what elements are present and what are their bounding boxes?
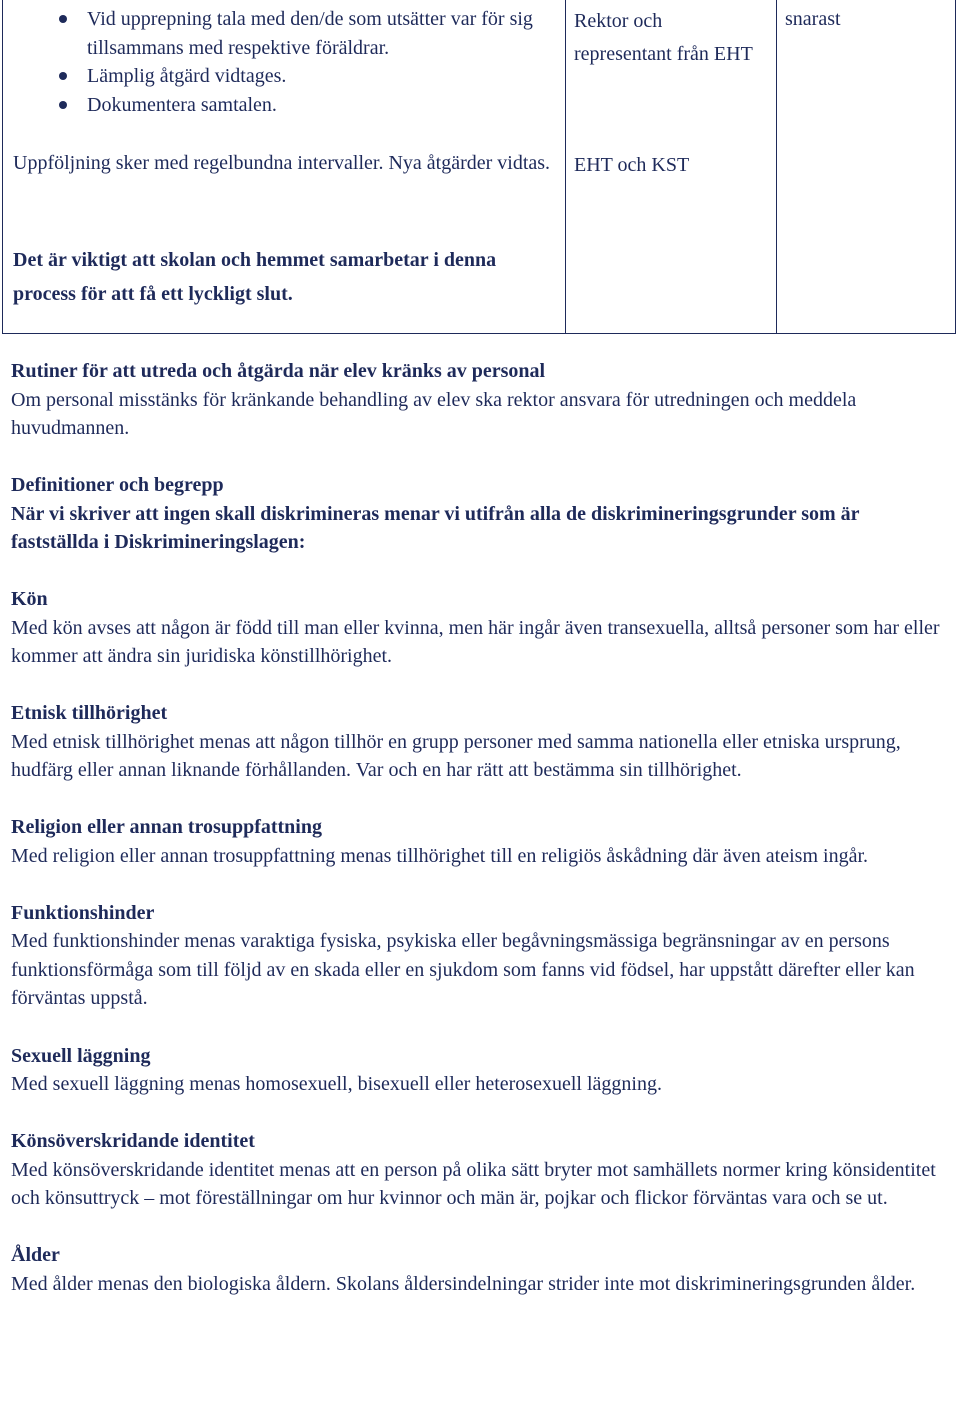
section-heading: Etnisk tillhörighet bbox=[11, 702, 168, 725]
section-alder bbox=[11, 1241, 951, 1298]
bullet-icon bbox=[59, 72, 67, 80]
section-sexuell bbox=[11, 1042, 951, 1099]
section-text: Med kön avses att någon är född till man eller kvinna, men här ingår även transexuella, alltså personer som har eller kommer att ändra sin juridiska könstillhörighet. bbox=[11, 616, 940, 668]
section-text: Med etnisk tillhörighet menas att någon tillhör en grupp personer med samma nationella eller etniska ursprung, hudfärg eller annan liknande förhållanden. Var och en har rätt att bestämma sin tillhörighet. bbox=[11, 730, 901, 782]
section-heading: Definitioner och begrepp bbox=[11, 474, 224, 497]
section-etnisk bbox=[11, 699, 951, 785]
section-kon bbox=[11, 585, 951, 671]
list-item-text: Lämplig åtgärd vidtages. bbox=[87, 65, 287, 87]
followup-text: Uppföljning sker med regelbundna intervaller. Nya åtgärder vidtas. bbox=[13, 152, 551, 174]
section-religion bbox=[11, 813, 951, 870]
cooperation-note: Det är viktigt att skolan och hemmet samarbetar i denna process för att få ett lyckligt slut. bbox=[13, 249, 497, 305]
section-text: Om personal misstänks för kränkande behandling av elev ska rektor ansvara för utredningen och meddela huvudmannen. bbox=[11, 388, 857, 439]
section-heading: Religion eller annan trosuppfattning bbox=[11, 816, 322, 839]
section-heading: Ålder bbox=[11, 1244, 60, 1267]
bullet-list bbox=[13, 5, 553, 119]
action-cell bbox=[3, 0, 566, 334]
list-item bbox=[13, 91, 553, 120]
section-identitet bbox=[11, 1127, 951, 1213]
when-cell bbox=[777, 0, 956, 334]
section-routine bbox=[11, 357, 951, 443]
section-heading: Funktionshinder bbox=[11, 901, 155, 924]
bullet-icon bbox=[59, 15, 67, 23]
section-text: Med ålder menas den biologiska åldern. Skolans åldersindelningar strider inte mot diskrimineringsgrunden ålder. bbox=[11, 1272, 916, 1295]
section-heading: Kön bbox=[11, 588, 48, 611]
bullet-icon bbox=[59, 101, 67, 109]
action-table bbox=[2, 0, 956, 334]
section-text: Med sexuell läggning menas homosexuell, bisexuell eller heterosexuell läggning. bbox=[11, 1073, 662, 1096]
section-text: Med könsöverskridande identitet menas att en person på olika sätt bryter mot samhällets normer kring könsidentitet och könsuttryck – mot föreställningar om hur kvinnor och män är, pojkar och flickor förväntas vara och se ut. bbox=[11, 1158, 936, 1210]
responsible-text-2: EHT och KST bbox=[574, 154, 690, 176]
list-item bbox=[13, 5, 553, 62]
section-funktionshinder bbox=[11, 899, 951, 1013]
section-heading: Sexuell läggning bbox=[11, 1044, 151, 1067]
section-heading: Rutiner för att utreda och åtgärda när elev kränks av personal bbox=[11, 360, 546, 382]
responsible-cell bbox=[566, 0, 777, 334]
section-text: Med religion eller annan trosuppfattning menas tillhörighet till en religiös åskådning där även ateism ingår. bbox=[11, 844, 869, 867]
table-row bbox=[3, 0, 956, 334]
list-item bbox=[13, 62, 553, 91]
responsible-text-1: Rektor och representant från EHT bbox=[574, 10, 753, 65]
section-definitions bbox=[11, 471, 951, 557]
definitions-body bbox=[11, 357, 951, 1327]
list-item-text: Dokumentera samtalen. bbox=[87, 93, 277, 116]
section-text: När vi skriver att ingen skall diskrimineras menar vi utifrån alla de diskrimineringsgrunder som är fastställda i Diskrimineringslagen: bbox=[11, 502, 860, 554]
when-text: snarast bbox=[785, 8, 841, 30]
section-heading: Könsöverskridande identitet bbox=[11, 1130, 255, 1153]
list-item-text: Vid upprepning tala med den/de som utsätter var för sig tillsammans med respektive föräldrar. bbox=[87, 8, 533, 59]
section-text: Med funktionshinder menas varaktiga fysiska, psykiska eller begåvningsmässiga begränsningar av en persons funktionsförmåga som till följd av en skada eller en sjukdom som fanns vid födsel, har uppstått därefter eller kan förväntas uppstå. bbox=[11, 930, 915, 1010]
